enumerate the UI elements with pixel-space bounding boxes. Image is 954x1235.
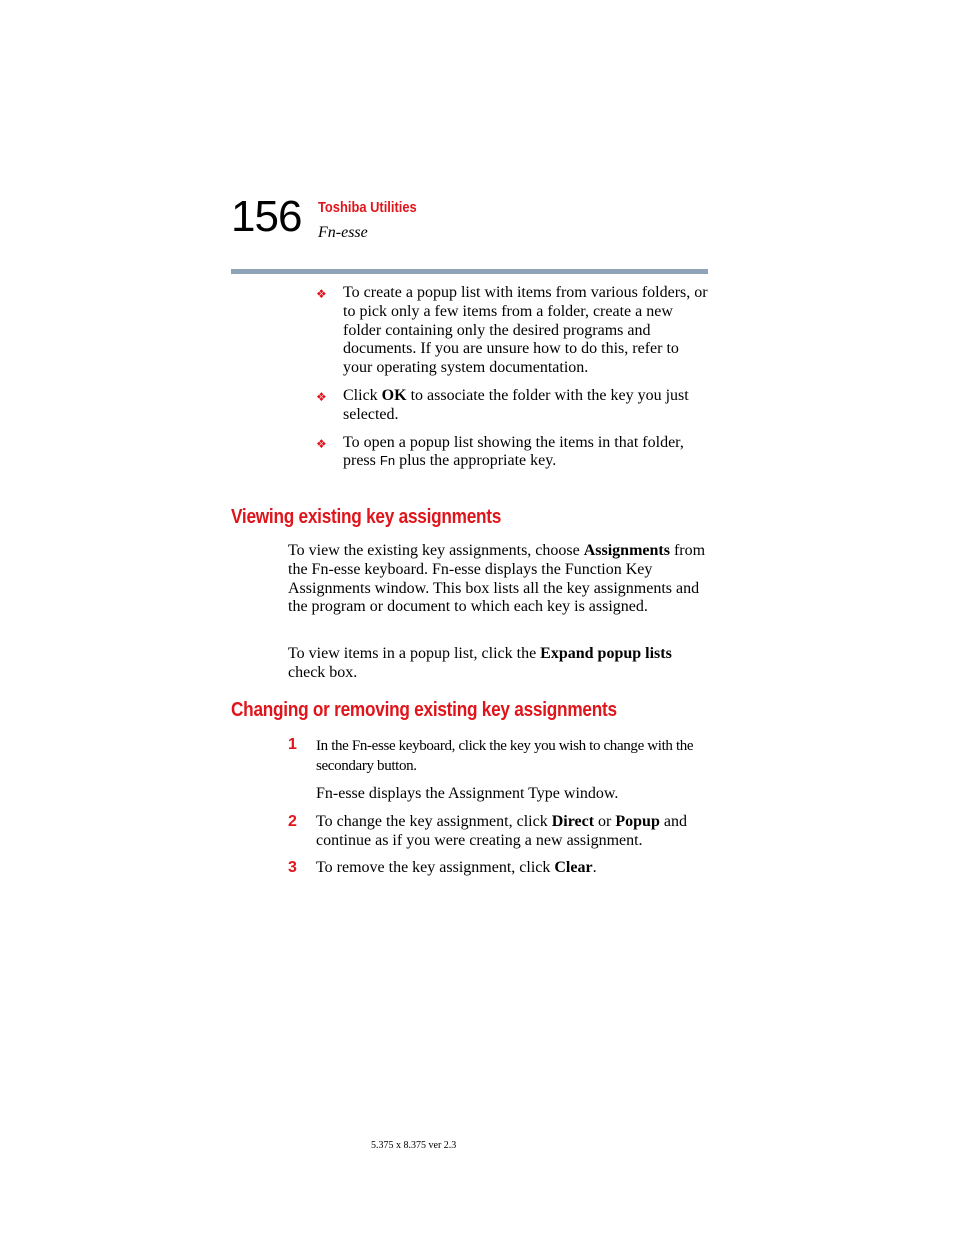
paragraph-part: To view the existing key assignments, choose [288, 542, 584, 559]
list-item [316, 434, 711, 472]
header-rule [231, 269, 708, 274]
footer-version: 5.375 x 8.375 ver 2.3 [371, 1140, 457, 1151]
paragraph [288, 542, 708, 617]
step [288, 859, 713, 878]
step-number: 2 [288, 812, 297, 830]
step [288, 813, 713, 851]
steps-list [288, 736, 713, 887]
bullet-text: To create a popup list with items from various folders, or to pick only a few items from a folder, create a new folder containing only the desired programs and documents. If you are unsure how to do this, refer to your operating system documentation. [343, 284, 708, 377]
key-name: Fn [379, 453, 396, 469]
bullet-text [343, 434, 711, 472]
step-text-part: or [594, 812, 616, 830]
bullet-text [343, 387, 711, 425]
page-number: 156 [231, 192, 302, 241]
paragraph-part: check box. [288, 663, 358, 681]
step-text [316, 813, 713, 851]
diamond-bullet-icon: ❖ [316, 389, 327, 404]
bold-term: Expand popup lists [540, 645, 672, 662]
list-item [316, 387, 711, 425]
step-number: 1 [288, 736, 297, 753]
heading-changing: Changing or removing existing key assignments [231, 698, 617, 721]
step [288, 736, 713, 776]
list-item [316, 284, 711, 378]
step-text [316, 859, 597, 878]
bold-term: Clear [554, 859, 593, 877]
step-number: 3 [288, 859, 297, 877]
bullet-text-part: plus the appropriate key. [395, 452, 557, 470]
diamond-bullet-icon: ❖ [316, 287, 327, 301]
bold-term: OK [381, 386, 407, 404]
paragraph [288, 645, 708, 683]
step-text-part: To remove the key assignment, click [316, 859, 555, 877]
heading-viewing: Viewing existing key assignments [231, 505, 502, 528]
step-text-part: and continue as if you were creating a new assignment. [316, 812, 687, 849]
step-text-part: . [592, 859, 597, 877]
paragraph-part: from the Fn-esse keyboard. Fn-esse displays the Function Key Assignments window. This box lists all the key assignments and the program or document to which each key is assigned. [288, 542, 706, 616]
bullet-text-part: To open a popup list showing the items in that folder, press [343, 433, 684, 470]
diamond-bullet-icon: ❖ [316, 436, 327, 451]
bullet-text-part: Click [343, 386, 382, 404]
bullet-text-part: to associate the folder with the key you just selected. [343, 386, 689, 423]
paragraph-part: To view items in a popup list, click the [288, 645, 541, 662]
bullet-list [316, 284, 711, 480]
section-subtitle: Fn-esse [318, 224, 368, 241]
bold-term: Assignments [583, 542, 670, 559]
chapter-title: Toshiba Utilities [318, 199, 417, 216]
step-note: Fn-esse displays the Assignment Type window. [316, 785, 619, 802]
step-text-part: To change the key assignment, click [316, 812, 552, 830]
bold-term: Popup [615, 812, 660, 830]
bold-term: Direct [551, 812, 595, 830]
step-text: In the Fn-esse keyboard, click the key you wish to change with the secondary button. [316, 738, 694, 774]
